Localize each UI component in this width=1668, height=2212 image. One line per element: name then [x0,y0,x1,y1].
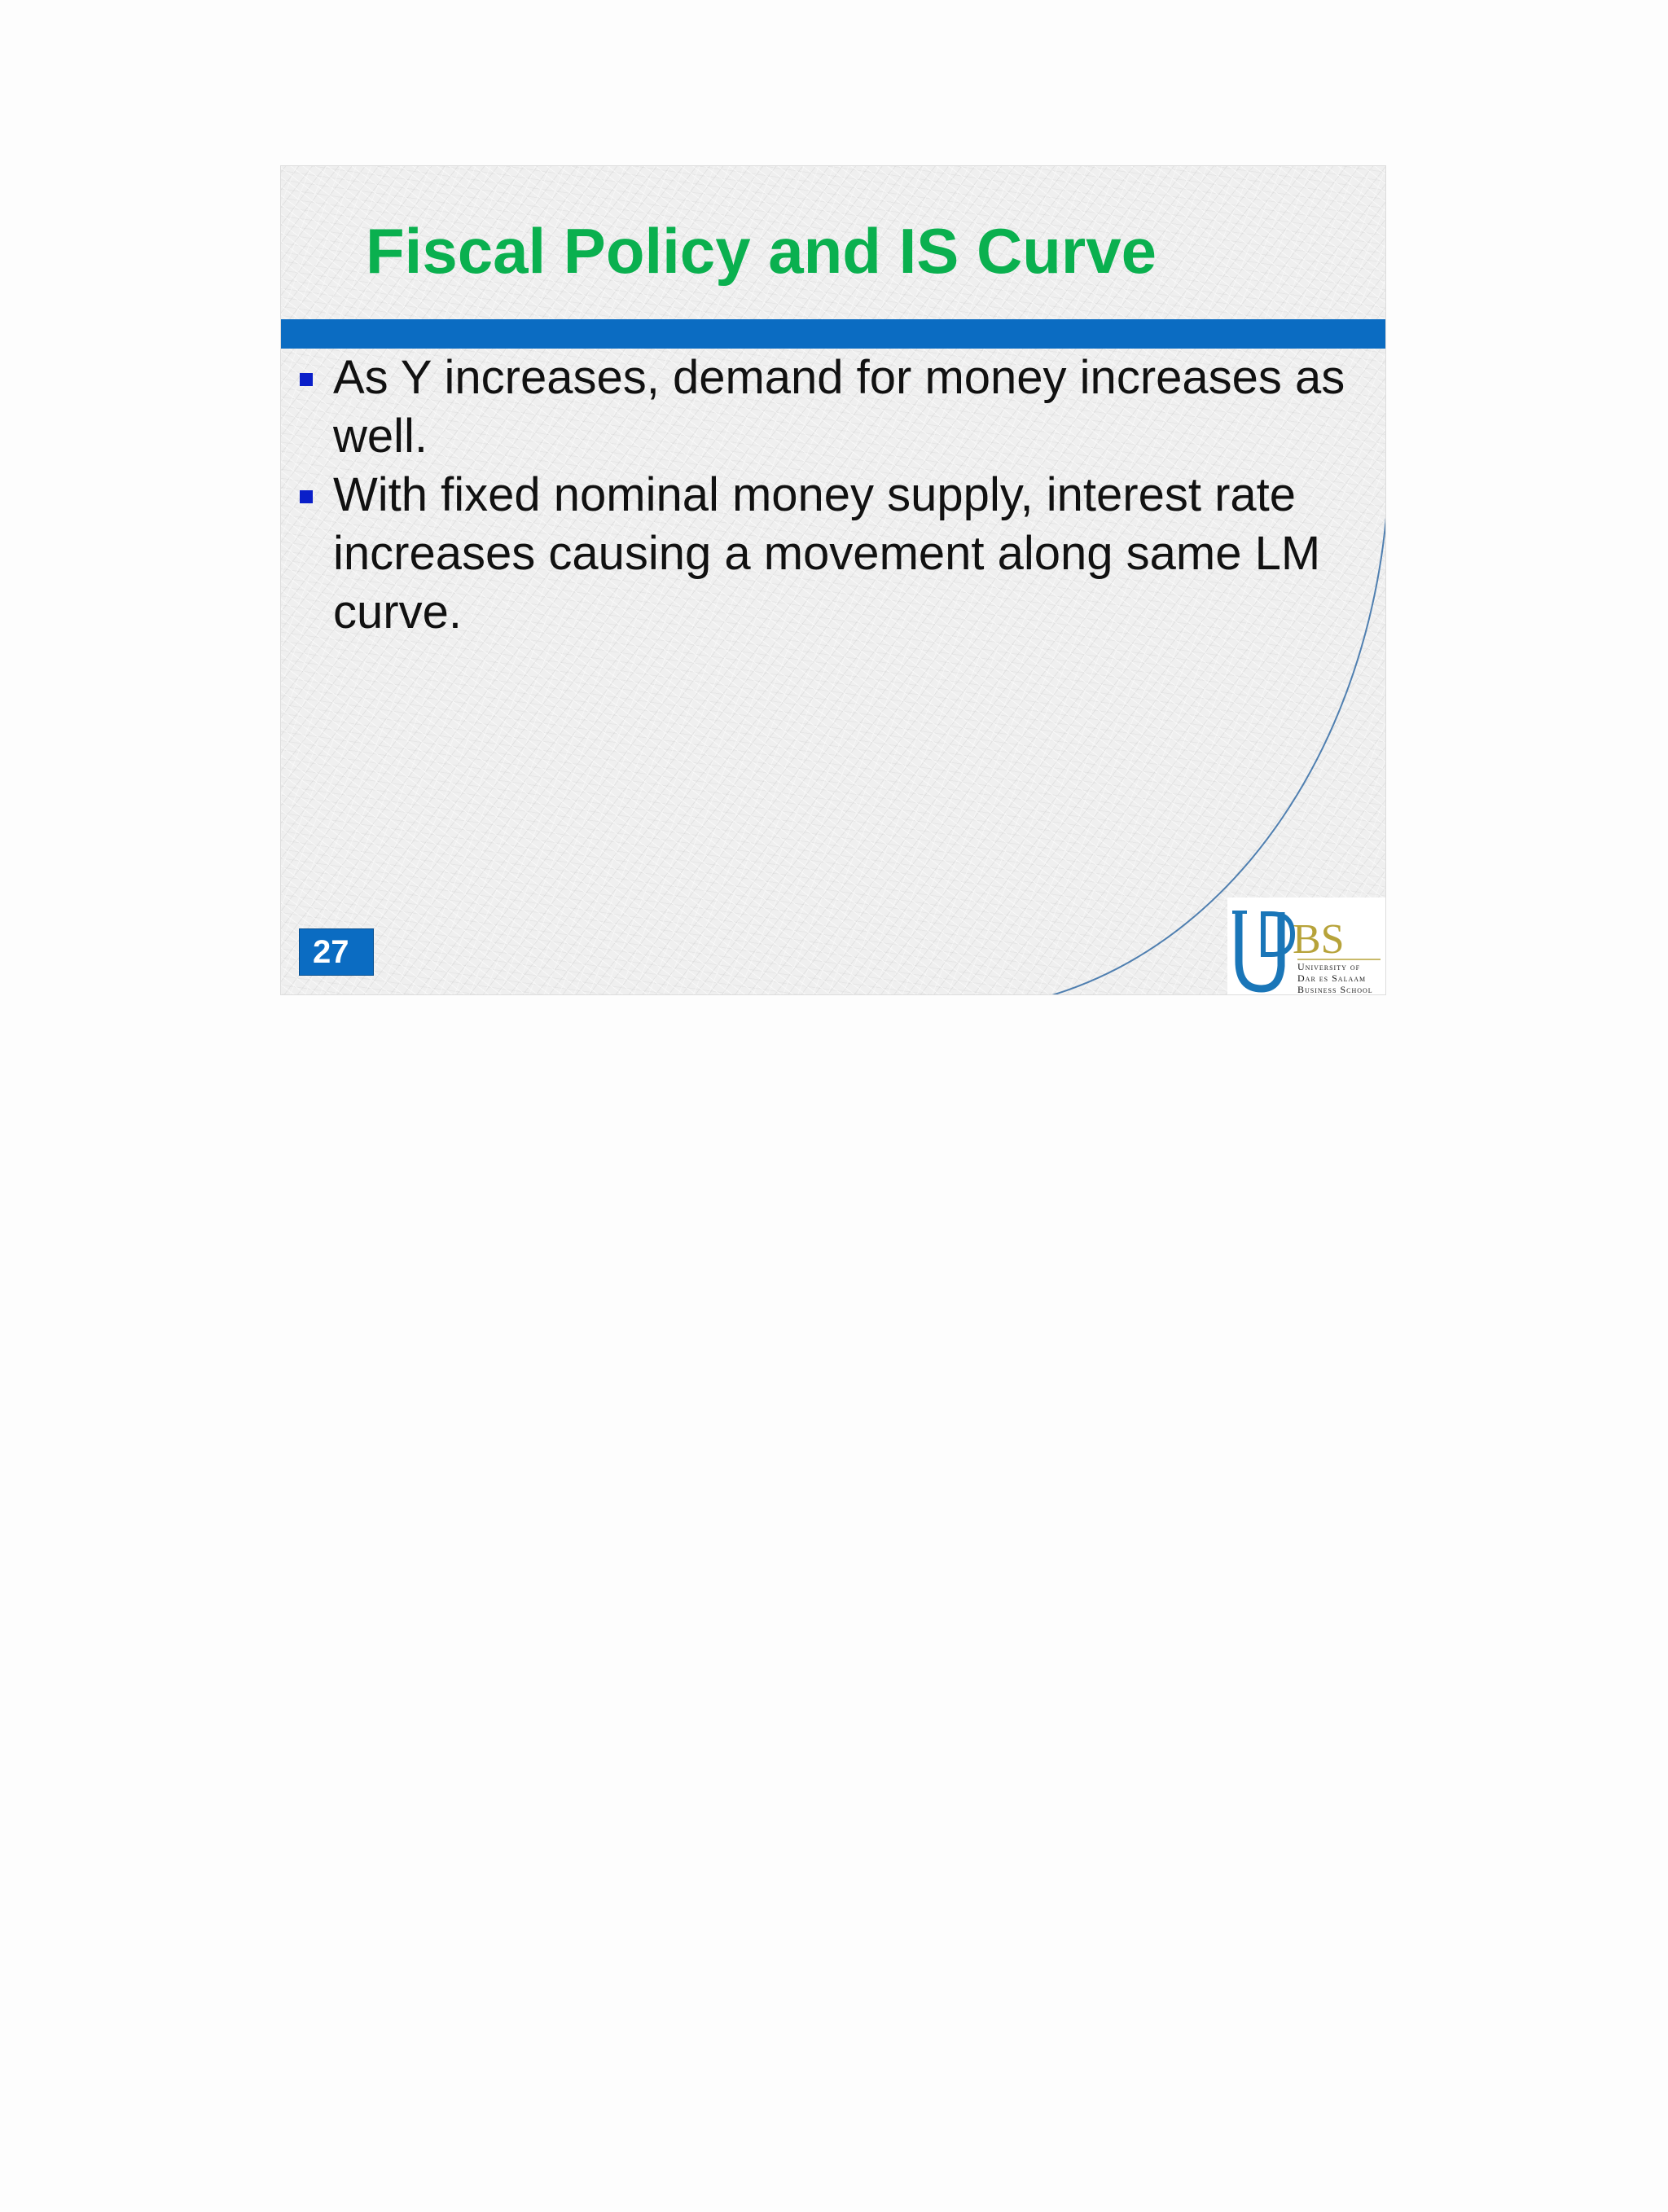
square-bullet-icon [300,490,313,503]
bullet-item [296,466,1354,642]
title-underline-bar [281,319,1385,349]
slide [280,165,1386,995]
bullet-list [296,349,1354,642]
slide-number-badge: 27 [299,928,374,976]
logo-text: University of [1297,961,1361,972]
slide-title: Fiscal Policy and IS Curve [366,215,1157,287]
logo-text: Dar es Salaam [1297,972,1367,984]
bullet-item [296,349,1354,466]
bullet-text: With fixed nominal money supply, interest rate increases causing a movement along same LM curve. [333,468,1321,639]
svg-text:BS: BS [1293,916,1345,963]
square-bullet-icon [300,373,313,386]
bullet-text: As Y increases, demand for money increases as well. [333,351,1345,463]
logo-text: Business School [1297,984,1373,995]
udbs-logo [1227,898,1385,994]
